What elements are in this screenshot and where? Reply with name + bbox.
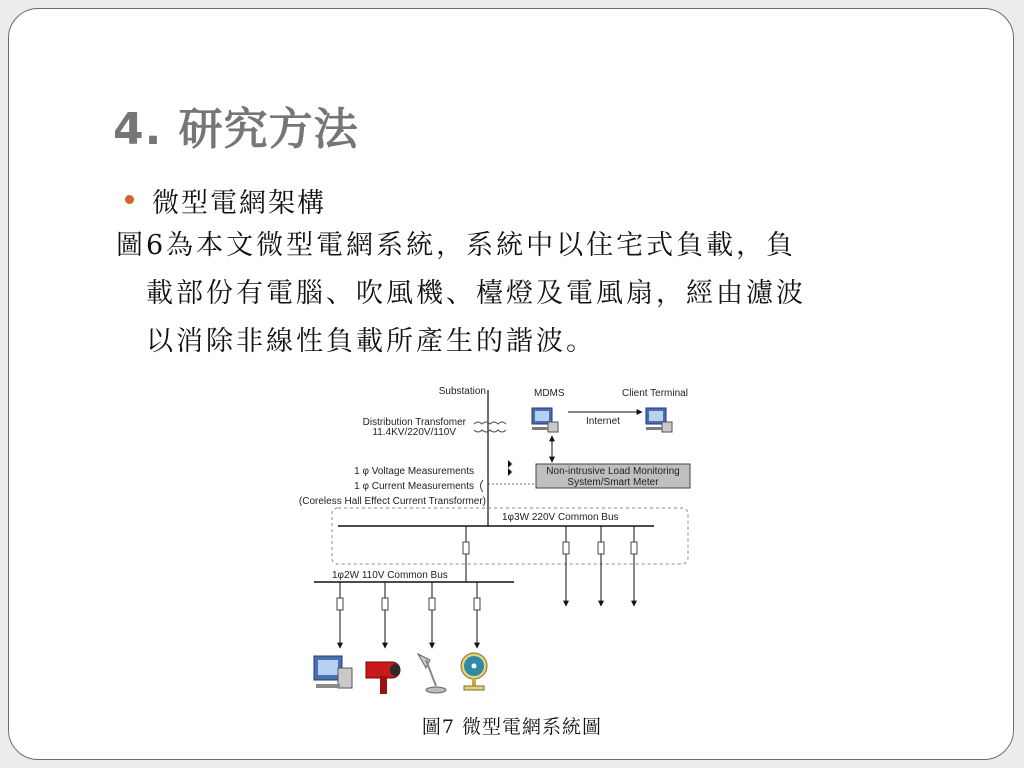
- transformer-label: Distribution Transfomer: [362, 417, 466, 428]
- figure-caption: 圖7 微型電網系統圖: [421, 716, 603, 738]
- client-terminal-computer-icon: [646, 408, 672, 432]
- microgrid-diagram: [270, 376, 710, 706]
- bus-tie-breaker: [463, 542, 469, 554]
- transformer-rating-label: 11.4KV/220V/110V: [372, 427, 456, 438]
- computer-icon: [314, 656, 352, 688]
- hair-dryer-icon: [366, 662, 400, 694]
- coreless-ct-label: (Coreless Hall Effect Current Transformer): [298, 496, 486, 507]
- mdms-label: MDMS: [534, 388, 565, 399]
- desk-lamp-icon: [418, 654, 446, 693]
- smart-meter-label: System/Smart Meter: [567, 477, 659, 488]
- bullet-dot-icon: [125, 195, 134, 204]
- substation-label: Substation: [438, 386, 486, 397]
- voltage-sensor-icon: [508, 460, 512, 476]
- transformer-icon: [474, 422, 506, 432]
- mdms-computer-icon: [532, 408, 558, 432]
- client-terminal-label: Client Terminal: [622, 388, 688, 399]
- current-measurement-label: 1 φ Current Measurements: [354, 481, 474, 492]
- bus-220v-label: 1φ3W 220V Common Bus: [502, 512, 619, 523]
- electric-fan-icon: [461, 653, 487, 690]
- paragraph-line-1: 圖6為本文微型電網系統，系統中以住宅式負載，負: [116, 230, 797, 261]
- internet-label: Internet: [586, 416, 620, 427]
- body-paragraph: [116, 222, 806, 366]
- load-110v-feeders: [337, 582, 480, 648]
- paragraph-line-3: 以消除非線性負載所產生的諧波。: [146, 326, 596, 357]
- current-sensor-icon: [481, 480, 484, 492]
- bullet-text: 微型電網架構: [152, 188, 326, 219]
- bus-110v-label: 1φ2W 110V Common Bus: [332, 570, 448, 581]
- paragraph-line-2: 載部份有電腦、吹風機、檯燈及電風扇，經由濾波: [146, 278, 806, 309]
- load-220v-feeders: [563, 526, 637, 606]
- nilm-label: Non-intrusive Load Monitoring: [546, 466, 680, 477]
- voltage-measurement-label: 1 φ Voltage Measurements: [354, 466, 474, 477]
- slide-title: 4. 研究方法: [113, 104, 359, 155]
